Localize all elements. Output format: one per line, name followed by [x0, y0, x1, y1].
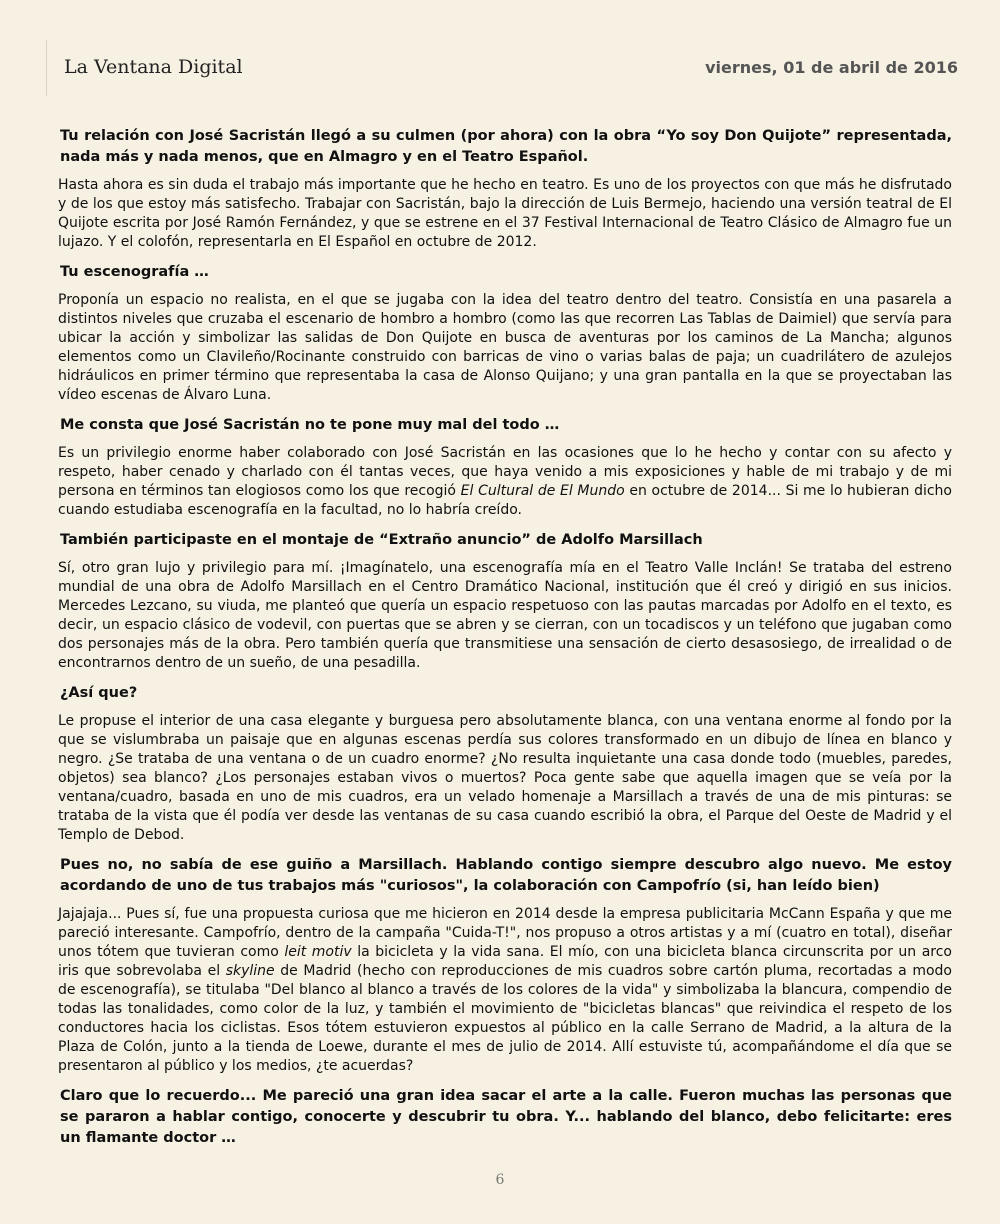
question: ¿Así que?	[60, 685, 138, 701]
page-header	[64, 56, 958, 88]
answer	[54, 905, 952, 1076]
publication-title: El Cultural de El Mundo	[460, 483, 625, 499]
question: Pues no, no sabía de ese guiño a Marsillach. Hablando contigo siempre descubro algo nuevo. Me estoy acordando de uno de tus trabajos más "curiosos", la colaboración con Campofrío (si, han leído bien)	[60, 857, 952, 894]
answer-text: la bicicleta y la vida sana. El mío, con una bicicleta blanca circunscrita por un arco iris que sobrevolaba el	[58, 944, 953, 979]
question: Tu escenografía …	[60, 264, 209, 280]
answer: Hasta ahora es sin duda el trabajo más importante que he hecho en teatro. Es uno de los proyectos con que más he disfrutado y de los que estoy más satisfecho. Trabajar con Sacristán, bajo la dirección de Luis Bermejo, haciendo una versión teatral de El Quijote escrita por José Ramón Fernández, y que se estrene en el 37 Festival Internacional de Teatro Clásico de Almagro fue un lujazo. Y el colofón, representarla en El Español en octubre de 2012.	[58, 177, 952, 250]
answer: Proponía un espacio no realista, en el que se jugaba con la idea del teatro dentro del teatro. Consistía en una pasarela a distintos niveles que cruzaba el escenario de hombro a hombro (como las que recorren Las Tablas de Daimiel) que servía para ubicar la acción y simbolizar las salidas de Don Quijote en busca de aventuras por los caminos de La Mancha; algunos elementos como un Clavileño/Rocinante construido con barricas de vino o varias balas de paja; un cuadrilátero de azulejos hidráulicos en primer término que representaba la casa de Alonso Quijano; y una gran pantalla en la que se proyectaban las vídeo escenas de Álvaro Luna.	[58, 292, 952, 403]
answer: Sí, otro gran lujo y privilegio para mí. ¡Imagínatelo, una escenografía mía en el Teatro Valle Inclán! Se trataba del estreno mundial de una obra de Adolfo Marsillach en el Centro Dramático Nacional, institución que él creó y dirigió en sus inicios. Mercedes Lezcano, su viuda, me planteó que quería un espacio respetuoso con las pautas marcadas por Adolfo en el texto, es decir, un espacio clásico de vodevil, con puertas que se abren y se cierran, con un tocadiscos y un teléfono que jugaban como dos personajes más de la obra. Pero también quería que transmitiese una sensación de cierto desasosiego, de irrealidad o de encontrarnos dentro de un sueño, de una pesadilla.	[58, 560, 952, 671]
answer-text: Jajajaja... Pues sí, fue una propuesta curiosa que me hicieron en 2014 desde la empresa publicitaria McCann España y que me pareció interesante. Campofrío, dentro de la campaña "Cuida-T!", nos propuso a otros artistas y a mí (cuatro en total), diseñar unos tótem que tuvieran como	[58, 906, 952, 960]
answer-text: Es un privilegio enorme haber colaborado con José Sacristán en las ocasiones que lo he hecho y contar con su afecto y respeto, haber cenado y charlado con él tantas veces, que haya venido a mis exposiciones y hable de mi trabajo y de mi persona en términos tan elogiosos como los que recogió	[58, 445, 952, 499]
question: Claro que lo recuerdo... Me pareció una gran idea sacar el arte a la calle. Fueron muchas las personas que se pararon a hablar contigo, conocerte y descubrir tu obra. Y... hablando del blanco, debo felicitarte: eres un flamante doctor …	[60, 1088, 952, 1146]
question: También participaste en el montaje de “Extraño anuncio” de Adolfo Marsillach	[60, 532, 703, 548]
masthead: La Ventana Digital	[64, 56, 243, 78]
answer-text: de Madrid (hecho con reproducciones de mis cuadros sobre cartón pluma, recortadas a modo de escenografía), se titulaba "Del blanco al blanco a través de los colores de la vida" y simbolizaba la blancura, compendio de todas las tonalidades, como color de la luz, y también el movimiento de "bicicletas blancas" que reivindica el respeto de los conductores hacia los ciclistas. Esos tótem estuvieron expuestos al público en la calle Serrano de Madrid, a la altura de la Plaza de Colón, junto a la tienda de Loewe, durante el mes de julio de 2014. Allí estuviste tú, acompañándome el día que se presentaron al público y los medios, ¿te acuerdas?	[58, 963, 953, 1074]
question: Tu relación con José Sacristán llegó a su culmen (por ahora) con la obra “Yo soy Don Quijote” representada, nada más y nada menos, que en Almagro y en el Teatro Español.	[60, 128, 952, 165]
italic-term: skyline	[225, 963, 275, 979]
italic-term: leit motiv	[284, 944, 352, 960]
page-number: 6	[495, 1172, 505, 1188]
interview-body	[54, 126, 952, 1157]
answer	[54, 444, 952, 520]
answer-text: en octubre de 2014... Si me lo hubieran dicho cuando estudiaba escenografía en la facultad, no lo habría creído.	[58, 483, 952, 518]
margin-rule	[46, 40, 47, 96]
question: Me consta que José Sacristán no te pone muy mal del todo …	[60, 417, 560, 433]
issue-date: viernes, 01 de abril de 2016	[705, 58, 958, 77]
answer: Le propuse el interior de una casa elegante y burguesa pero absolutamente blanca, con una ventana enorme al fondo por la que se vislumbraba un paisaje que en algunas escenas perdía sus colores transformado en un dibujo de línea en blanco y negro. ¿Se trataba de una ventana o de un cuadro enorme? ¿No resulta inquietante una casa donde todo (muebles, paredes, objetos) sea blanco? ¿Los personajes estaban vivos o muertos? Poca gente sabe que aquella imagen que se veía por la ventana/cuadro, basada en uno de mis cuadros, era un velado homenaje a Marsillach a través de una de mis pinturas: se trataba de la vista que él podía ver desde las ventanas de su casa cuando escribió la obra, el Parque del Oeste de Madrid y el Templo de Debod.	[58, 713, 952, 843]
